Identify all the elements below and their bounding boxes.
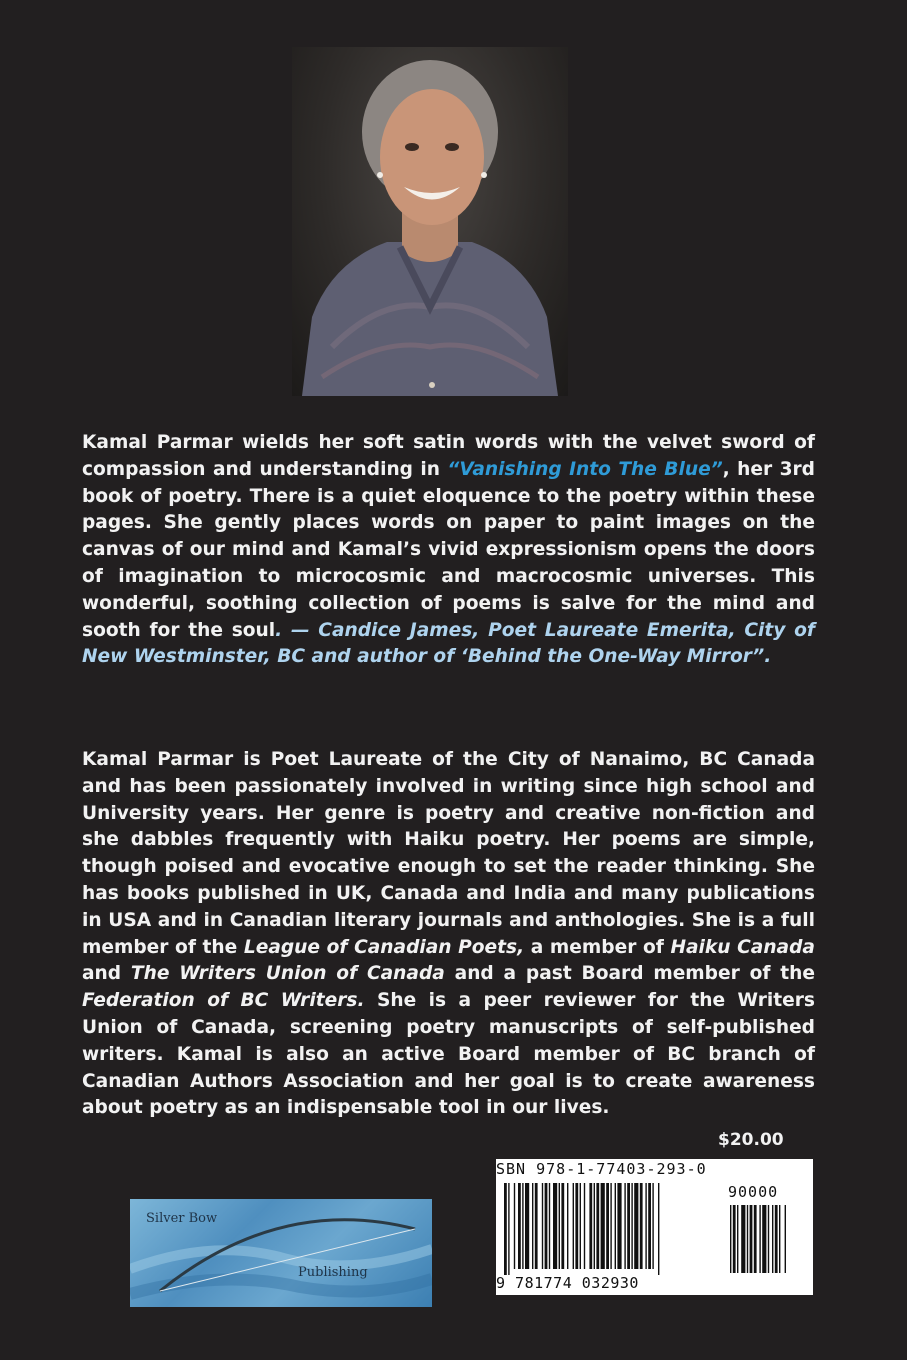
book-title: “Vanishing Into The Blue” xyxy=(447,458,723,480)
barcode-bar xyxy=(545,1183,548,1269)
barcode-bar xyxy=(640,1183,643,1269)
barcode-bar xyxy=(504,1183,507,1275)
bio-org-writers-union: The Writers Union of Canada xyxy=(130,963,445,985)
barcode-bar xyxy=(645,1183,646,1269)
bio-org-league: League of Canadian Poets, xyxy=(243,936,525,958)
barcode-bar xyxy=(631,1183,632,1269)
barcode-bar xyxy=(648,1183,651,1269)
bio-text-4: and a past Board member of the xyxy=(444,963,815,985)
addon-bar xyxy=(750,1205,753,1273)
addon-bar xyxy=(733,1205,736,1273)
publisher-name-bottom: Publishing xyxy=(298,1265,368,1280)
barcode-bar xyxy=(535,1183,538,1269)
price-code: 90000 xyxy=(728,1183,779,1201)
addon-bar xyxy=(754,1205,757,1273)
barcode-bar xyxy=(658,1183,659,1275)
barcode-bar xyxy=(596,1183,599,1269)
ean-digits: 9 781774 032930 xyxy=(496,1274,639,1292)
barcode-bar xyxy=(627,1183,630,1269)
bio-org-haiku: Haiku Canada xyxy=(670,936,815,958)
addon-bar xyxy=(762,1205,766,1273)
bio-text-3: and xyxy=(82,963,131,985)
barcode-bars xyxy=(502,1183,722,1275)
blurb-paragraph xyxy=(82,430,815,671)
barcode-bar xyxy=(634,1183,638,1269)
barcode-bar xyxy=(559,1183,560,1269)
barcode-bar xyxy=(567,1183,568,1269)
addon-bar xyxy=(759,1205,760,1273)
barcode-bar xyxy=(615,1183,616,1269)
blurb-text-1: Kamal Parmar wields her soft satin words with the velvet sword of compassion and understanding in xyxy=(82,432,815,480)
author-photo xyxy=(292,47,568,396)
barcode-bar xyxy=(617,1183,621,1269)
barcode-bar xyxy=(514,1183,515,1269)
addon-bar xyxy=(737,1205,738,1273)
barcode-bar xyxy=(580,1183,581,1269)
addon-bar xyxy=(775,1205,778,1273)
barcode-bar xyxy=(522,1183,523,1269)
addon-bar xyxy=(772,1205,773,1273)
addon-bar xyxy=(741,1205,745,1273)
barcode-bar xyxy=(561,1183,564,1269)
barcode-bar xyxy=(542,1183,543,1269)
bio-text-2: a member of xyxy=(524,936,671,958)
bio-org-federation: Federation of BC Writers. xyxy=(82,990,365,1012)
barcode-bar xyxy=(589,1183,592,1269)
publisher-name-top: Silver Bow xyxy=(146,1211,218,1226)
barcode-bar xyxy=(575,1183,578,1269)
barcode-bar xyxy=(508,1183,509,1275)
blurb-text-2: , her 3rd book of poetry. There is a quiet eloquence to the poetry within these pages. She gently places words on paper to paint images on the canvas of our mind and Kamal’s vivid expressionism opens the doors of imagination to microcosmic and macrocosmic universes. This wonderful, soothing collection of poems is salve for the mind and sooth for the soul xyxy=(82,458,815,641)
barcode-bar xyxy=(652,1183,653,1269)
barcode-bar xyxy=(584,1183,585,1269)
bio-text-5: She is a peer reviewer for the Writers Union of Canada, screening poetry manuscripts of self-published writers. Kamal is also an active Board member of BC branch of Canadian Authors Association and her goal is to create awareness about poetry as an indispensable tool in our lives. xyxy=(82,990,815,1119)
addon-bar xyxy=(785,1205,786,1273)
author-bio xyxy=(82,747,815,1122)
isbn-barcode xyxy=(496,1159,813,1295)
price-label: $20.00 xyxy=(718,1130,784,1150)
barcode-bar xyxy=(573,1183,574,1269)
barcode-bar xyxy=(594,1183,595,1269)
barcode-bar xyxy=(525,1183,529,1269)
addon-bar xyxy=(730,1205,731,1273)
addon-bar xyxy=(768,1205,769,1273)
blurb-attribution: . — Candice James, Poet Laureate Emerita, City of New Westminster, BC and author of ‘Behind the One-Way Mirror”. xyxy=(82,619,815,668)
addon-bar xyxy=(779,1205,780,1273)
barcode-bar xyxy=(549,1183,550,1269)
addon-bar xyxy=(747,1205,748,1273)
isbn-label: SBN 978-1-77403-293-0 xyxy=(496,1160,707,1178)
addon-bars xyxy=(728,1205,808,1273)
barcode-bar xyxy=(601,1183,605,1269)
publisher-logo xyxy=(130,1199,432,1307)
barcode-bar xyxy=(606,1183,609,1269)
barcode-bar xyxy=(518,1183,521,1269)
barcode-bar xyxy=(624,1183,625,1269)
bio-text-1: Kamal Parmar is Poet Laureate of the City of Nanaimo, BC Canada and has been passionately involved in writing since high school and University years. Her genre is poetry and creative non-fiction and she dabbles frequently with Haiku poetry. Her poems are simple, though poised and evocative enough to set the reader thinking. She has books published in UK, Canada and India and many publications in USA and in Canadian literary journals and anthologies. She is a full member of the xyxy=(82,749,815,958)
barcode-bar xyxy=(610,1183,611,1269)
barcode-bar xyxy=(532,1183,533,1269)
barcode-bar xyxy=(553,1183,557,1269)
